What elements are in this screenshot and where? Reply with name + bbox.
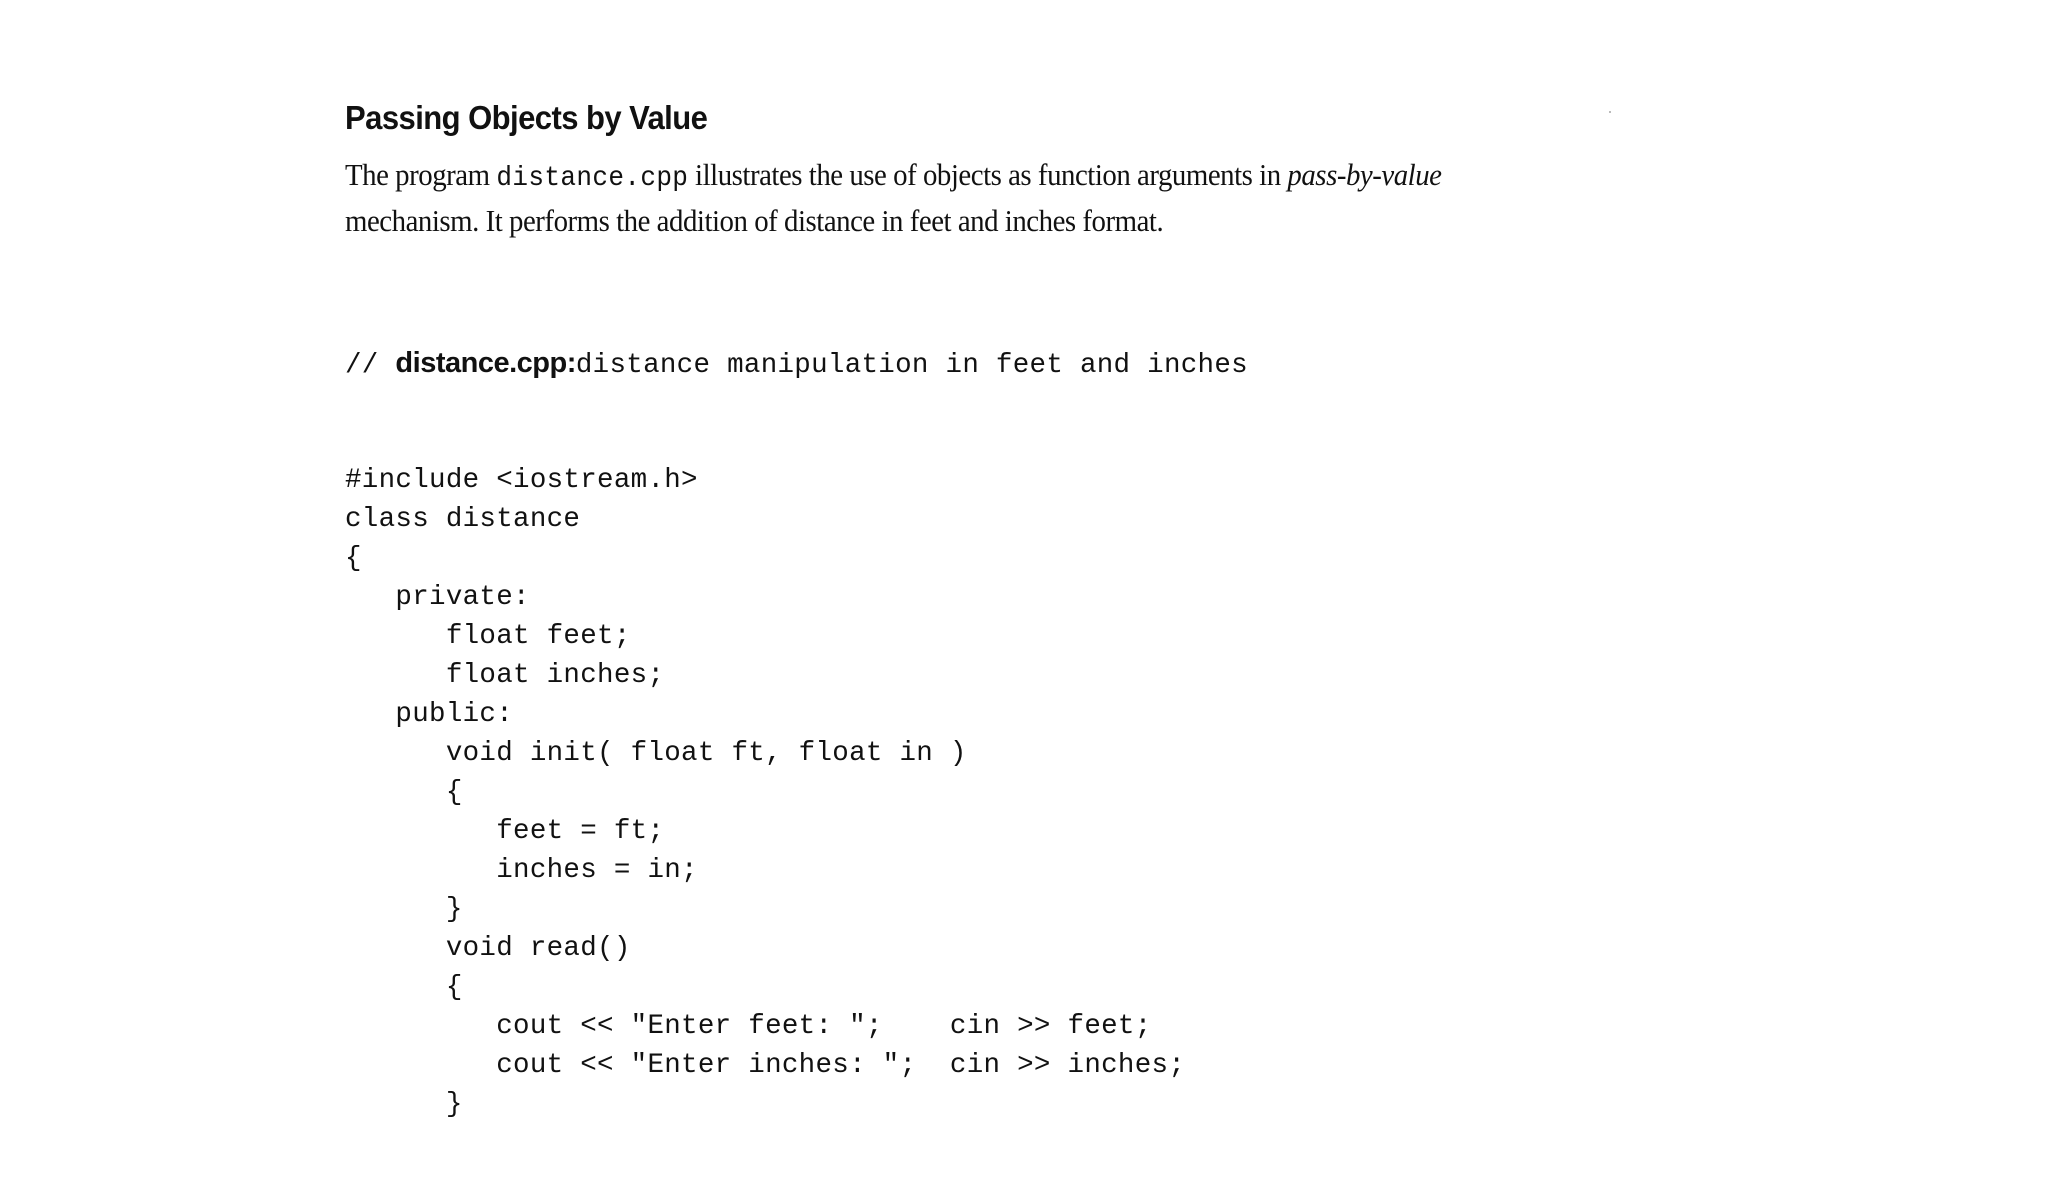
code-line: public: bbox=[345, 699, 514, 730]
intro-text: illustrates the use of objects as function arguments in bbox=[688, 157, 1288, 192]
section-heading: Passing Objects by Value bbox=[345, 99, 708, 136]
code-line: cout << "Enter inches: "; cin >> inches; bbox=[345, 1050, 1186, 1081]
code-line: } bbox=[345, 894, 463, 925]
code-line: private: bbox=[345, 582, 530, 613]
code-line: class distance bbox=[345, 504, 581, 535]
code-line: { bbox=[345, 777, 463, 808]
inline-filename: distance.cpp bbox=[496, 163, 689, 194]
intro-paragraph-line-1 bbox=[345, 154, 1508, 200]
comment-text: distance manipulation in feet and inches bbox=[575, 350, 1248, 381]
code-line: void init( float ft, float in ) bbox=[345, 738, 967, 769]
scan-speck bbox=[1609, 111, 1611, 113]
listing-file-label: distance.cpp: bbox=[395, 347, 576, 379]
document-page bbox=[345, 96, 1595, 1202]
intro-paragraph-line-2: mechanism. It performs the addition of distance in feet and inches format. bbox=[345, 203, 1164, 238]
code-comment-line bbox=[345, 344, 1595, 383]
code-line: feet = ft; bbox=[345, 816, 665, 847]
code-line: cout << "Enter feet: "; cin >> feet; bbox=[345, 1011, 1152, 1042]
code-line: } bbox=[345, 1089, 463, 1120]
code-line: float feet; bbox=[345, 621, 631, 652]
intro-text: The program bbox=[345, 157, 497, 192]
code-listing bbox=[345, 266, 1595, 1202]
code-line: inches = in; bbox=[345, 855, 698, 886]
comment-prefix: // bbox=[345, 350, 396, 381]
code-line: { bbox=[345, 543, 362, 574]
code-line: { bbox=[345, 972, 463, 1003]
code-line: #include <iostream.h> bbox=[345, 465, 698, 496]
code-lines bbox=[345, 461, 1595, 1124]
emphasis-term: pass-by-value bbox=[1287, 157, 1442, 192]
code-line: void read() bbox=[345, 933, 631, 964]
code-line: float inches; bbox=[345, 660, 665, 691]
